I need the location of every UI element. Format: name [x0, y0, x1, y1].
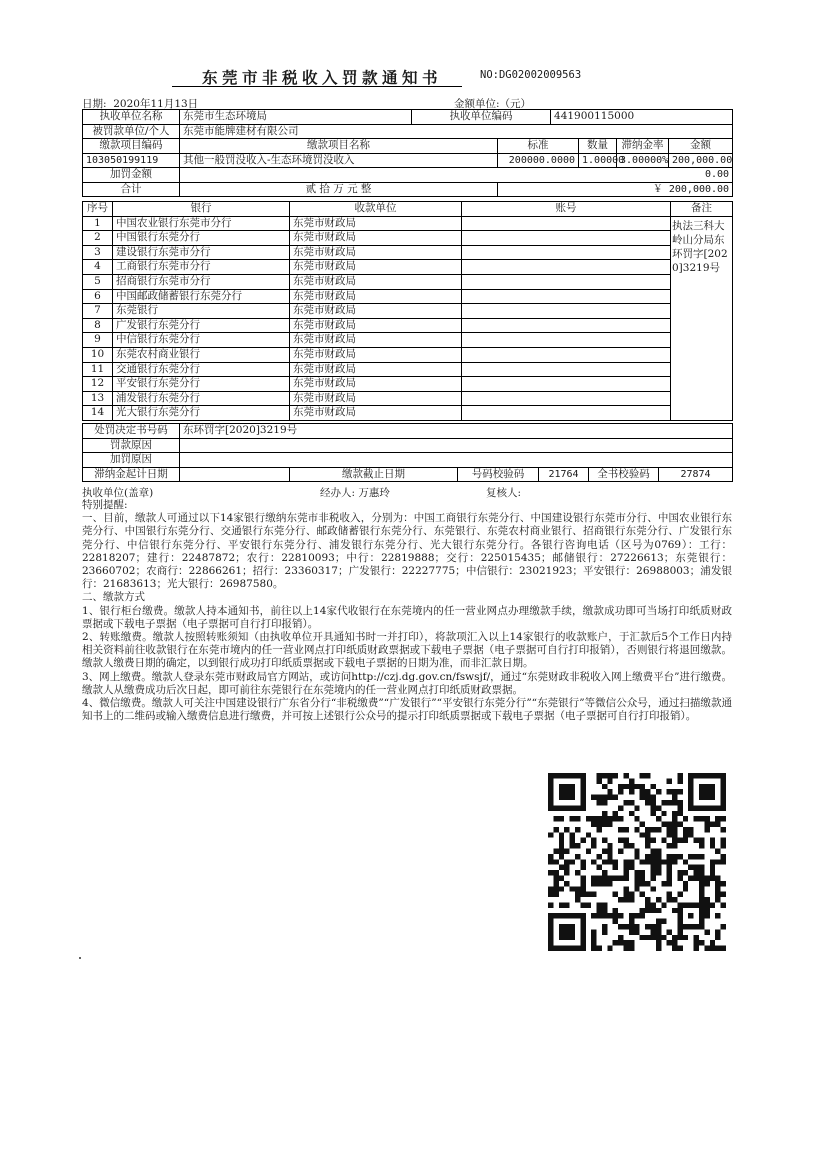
bank-receiver: 东莞市财政局 [290, 231, 462, 246]
exec-unit-code-value: 441900115000 [551, 110, 733, 125]
bank-receiver: 东莞市财政局 [290, 406, 462, 421]
bank-name: 东莞银行 [113, 304, 290, 319]
seq-header: 序号 [83, 202, 113, 217]
payer-value: 东莞市能牌建材有限公司 [180, 124, 733, 139]
standard-value: 200000.0000 [498, 153, 579, 168]
notes-wechat-payment: 4、微信缴费。缴款人可关注中国建设银行广东省分行“非税缴费”“广发银行”“平安银行东莞分行”“东莞银行”等微信公众号，通过扫描缴款通知书上的二维码或输入缴费信息进行缴费，并可按上述银行公众号的提示打印纸质票据或下载电子票据（电子票据可自行打印报销）。 [82, 697, 732, 723]
bank-name: 中信银行东莞分行 [113, 333, 290, 348]
bank-seq: 5 [83, 274, 113, 289]
total-row [83, 182, 733, 197]
bank-account [462, 333, 671, 348]
date-value: 2020年11月13日 [113, 98, 199, 110]
account-header: 账号 [462, 202, 671, 217]
item-value-row [83, 153, 733, 168]
bank-name: 东莞农村商业银行 [113, 347, 290, 362]
unit-seal-label: 执收单位(盖章) [82, 487, 154, 499]
item-code-label: 缴款项目编码 [83, 139, 180, 154]
bank-seq: 9 [83, 333, 113, 348]
bank-row [83, 377, 733, 392]
late-start-label: 滞纳金起计日期 [83, 467, 180, 482]
exec-unit-code-label: 执收单位编码 [412, 110, 551, 125]
decision-no-value: 东环罚字[2020]3219号 [180, 424, 733, 439]
bank-account [462, 289, 671, 304]
quantity-label: 数量 [579, 139, 617, 154]
late-start-value [180, 467, 290, 482]
notes-methods-heading: 二、缴款方式 [82, 591, 145, 604]
notes-transfer-payment: 2、转账缴费。缴款人按照转账须知（由执收单位开具通知书时一并打印），将款项汇入以上14家银行的收款账户，于汇款后5个工作日内持相关资料前往收款银行在东莞市境内的任一营业网点打印纸质财政票据或下载电子票据（电子票据可自行打印报销），否则银行将退回缴款。缴款人缴费日期的确定，以到银行成功打印纸质票据或下载电子票据的日期为准，而非汇款日期。 [82, 631, 732, 670]
bank-receiver: 东莞市财政局 [290, 347, 462, 362]
notes-bank-list: 一、目前，缴款人可通过以下14家银行缴纳东莞市非税收入，分别为：中国工商银行东莞分行、中国建设银行东莞市分行、中国农业银行东莞分行、中国银行东莞分行、交通银行东莞分行、邮政储蓄银行东莞分行、东莞银行、东莞农村商业银行、招商银行东莞分行、广发银行东莞分行、中信银行东莞分行、平安银行东莞分行、浦发银行东莞分行、光大银行东莞分行。各银行咨询电话（区号为0769）：工行：22818207；建行：22487872；农行：22810093；中行：22819888；交行：225015435；邮储银行：27226613；东莞银行：23660702；农商行：22866261；招行：23360317；广发银行：22227775；中信银行：23021923；平安银行：26988003；浦发银行：21683613；光大银行：26987580。 [82, 512, 732, 591]
bank-name: 中国邮政储蓄银行东莞分行 [113, 289, 290, 304]
title-underline [172, 86, 462, 87]
bank-row [83, 245, 733, 260]
total-words: 贰 拾 万 元 整 [180, 182, 498, 197]
bank-account [462, 318, 671, 333]
bank-account [462, 391, 671, 406]
amount-label: 金额 [669, 139, 733, 154]
notice-footer-table [82, 423, 733, 482]
amount-unit: 金额单位:（元） [454, 98, 532, 110]
bank-receiver: 东莞市财政局 [290, 362, 462, 377]
surcharge-reason-row [83, 453, 733, 468]
exec-unit-row [83, 110, 733, 125]
decision-row [83, 424, 733, 439]
bank-row [83, 289, 733, 304]
qr-code-icon[interactable] [548, 773, 726, 951]
bank-receiver: 东莞市财政局 [290, 274, 462, 289]
notes-counter-payment: 1、银行柜台缴费。缴款人持本通知书，前往以上14家代收银行在东莞境内的任一营业网点办理缴款手续，缴款成功即可当场打印纸质财政票据或下载电子票据（电子票据可自行打印报销）。 [82, 604, 732, 630]
bank-row [83, 362, 733, 377]
reason-label: 罚款原因 [83, 438, 180, 453]
pay-deadline-label: 缴款截止日期 [290, 467, 458, 482]
surcharge-label: 加罚金额 [83, 168, 180, 183]
doc-check-value: 27874 [659, 467, 733, 482]
bank-seq: 7 [83, 304, 113, 319]
bank-account [462, 260, 671, 275]
item-name-label: 缴款项目名称 [180, 139, 498, 154]
bank-name: 交通银行东莞分行 [113, 362, 290, 377]
bank-row [83, 231, 733, 246]
exec-unit-name-value: 东莞市生态环境局 [180, 110, 412, 125]
bank-row [83, 274, 733, 289]
notice-header-table [82, 109, 733, 197]
bank-header: 银行 [113, 202, 290, 217]
bank-seq: 6 [83, 289, 113, 304]
bank-name: 建设银行东莞市分行 [113, 245, 290, 260]
signature-row [82, 485, 732, 499]
bank-receiver: 东莞市财政局 [290, 245, 462, 260]
amount-value: 200,000.00 [669, 153, 733, 168]
code-check-value: 21764 [539, 467, 589, 482]
bank-row [83, 216, 733, 231]
bank-seq: 4 [83, 260, 113, 275]
bank-receiver: 东莞市财政局 [290, 333, 462, 348]
date-row [82, 96, 732, 110]
notes-heading: 特别提醒: [82, 499, 128, 511]
bank-row [83, 304, 733, 319]
bank-receiver: 东莞市财政局 [290, 304, 462, 319]
bank-row [83, 318, 733, 333]
payment-notes [82, 499, 732, 723]
bank-header-row [83, 202, 733, 217]
payer-row [83, 124, 733, 139]
standard-label: 标准 [498, 139, 579, 154]
bank-account [462, 216, 671, 231]
bank-seq: 13 [83, 391, 113, 406]
bank-account [462, 377, 671, 392]
dates-check-row [83, 467, 733, 482]
reviewer-label: 复核人: [486, 487, 522, 499]
bank-account [462, 304, 671, 319]
bank-seq: 14 [83, 406, 113, 421]
bank-receiver: 东莞市财政局 [290, 289, 462, 304]
remark-value: 执法三科大岭山分局东环罚字[2020]3219号 [671, 216, 733, 420]
bank-seq: 8 [83, 318, 113, 333]
bank-seq: 12 [83, 377, 113, 392]
bank-seq: 2 [83, 231, 113, 246]
document-number: NO:DG02002009563 [480, 69, 582, 81]
late-rate-label: 滞纳金率 [617, 139, 669, 154]
bank-row [83, 391, 733, 406]
exec-unit-name-label: 执收单位名称 [83, 110, 180, 125]
bank-receiver: 东莞市财政局 [290, 377, 462, 392]
bank-row [83, 347, 733, 362]
bank-seq: 3 [83, 245, 113, 260]
bank-seq: 11 [83, 362, 113, 377]
payer-label: 被罚款单位/个人 [83, 124, 180, 139]
late-rate-value: 3.00000% [617, 153, 669, 168]
document-title: 东莞市非税收入罚款通知书 [202, 68, 443, 87]
bank-receiver: 东莞市财政局 [290, 391, 462, 406]
bank-name: 工商银行东莞市分行 [113, 260, 290, 275]
bank-row [83, 260, 733, 275]
surcharge-reason-value [180, 453, 733, 468]
bank-account [462, 362, 671, 377]
bank-rows [83, 216, 733, 420]
bank-account [462, 274, 671, 289]
bank-account [462, 245, 671, 260]
title-block [150, 66, 670, 88]
bank-receiver: 东莞市财政局 [290, 260, 462, 275]
bank-name: 中国银行东莞分行 [113, 231, 290, 246]
reason-value [180, 438, 733, 453]
reason-row [83, 438, 733, 453]
bank-account [462, 406, 671, 421]
surcharge-row [83, 168, 733, 183]
bank-name: 浦发银行东莞分行 [113, 391, 290, 406]
item-code-value: 103050199119 [83, 153, 180, 168]
bank-name: 广发银行东莞分行 [113, 318, 290, 333]
bank-name: 光大银行东莞分行 [113, 406, 290, 421]
item-header-row [83, 139, 733, 154]
notes-online-payment: 3、网上缴费。缴款人登录东莞市财政局官方网站，或访问http://czj.dg.gov.cn/fswsjf/，通过“东莞财政非税收入网上缴费平台”进行缴费。缴款人从缴费成功后次日起，即可前往东莞银行在东莞境内的任一营业网点打印纸质财政票据。 [82, 670, 732, 696]
bank-row [83, 333, 733, 348]
bank-name: 中国农业银行东莞市分行 [113, 216, 290, 231]
bank-name: 招商银行东莞市分行 [113, 274, 290, 289]
handler-label: 经办人: 万惠玲 [320, 487, 390, 499]
bank-seq: 10 [83, 347, 113, 362]
scan-speck [79, 957, 81, 959]
bank-receiver: 东莞市财政局 [290, 318, 462, 333]
item-name-value: 其他一般罚没收入-生态环境罚没收入 [180, 153, 498, 168]
bank-account [462, 347, 671, 362]
bank-receiver: 东莞市财政局 [290, 216, 462, 231]
doc-check-label: 全书校验码 [589, 467, 659, 482]
decision-no-label: 处罚决定书号码 [83, 424, 180, 439]
bank-account [462, 231, 671, 246]
bank-seq: 1 [83, 216, 113, 231]
receiver-header: 收款单位 [290, 202, 462, 217]
surcharge-value: 0.00 [180, 168, 733, 183]
surcharge-reason-label: 加罚原因 [83, 453, 180, 468]
quantity-value: 1.00000 [579, 153, 617, 168]
code-check-label: 号码校验码 [458, 467, 539, 482]
bank-name: 平安银行东莞分行 [113, 377, 290, 392]
remark-header: 备注 [671, 202, 733, 217]
total-amount: ￥ 200,000.00 [498, 182, 733, 197]
date-label: 日期: [82, 98, 107, 110]
bank-row [83, 406, 733, 421]
total-label: 合计 [83, 182, 180, 197]
bank-table [82, 201, 733, 421]
